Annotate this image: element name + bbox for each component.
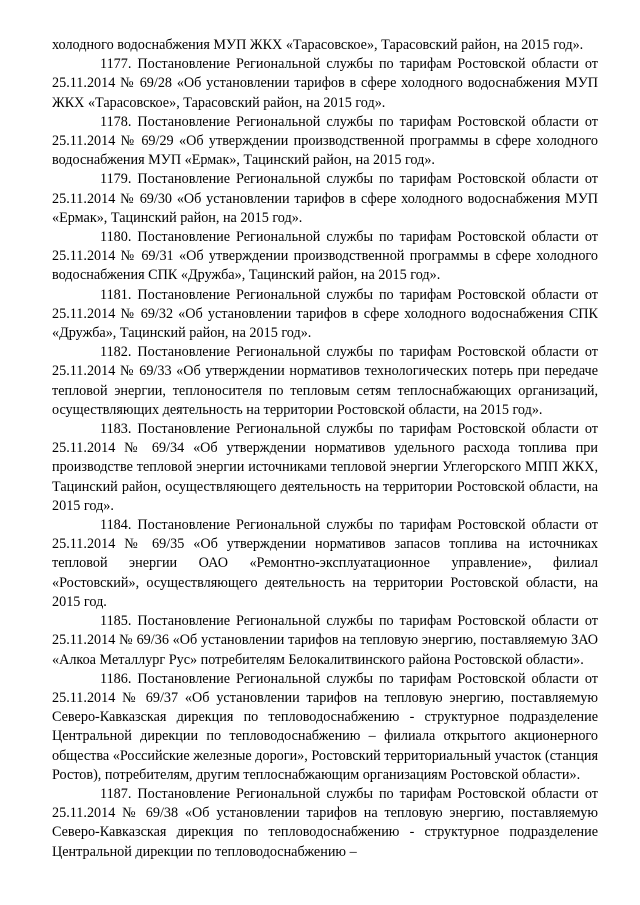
paragraph-1186: 1186. Постановление Региональной службы по тарифам Ростовской области от 25.11.2014 № 69/37 «Об установлении тарифов на тепловую энергию, поставляемую Северо-Кавказская дирекция по тепловодоснабжению - структурное подразделение Центральной дирекции по тепловодоснабжению – филиала открытого акционерного общества «Российские железные дороги», Ростовский территориальный участок (станция Ростов), потребителям, другим теплоснабжающим организациям Ростовской области». <box>52 670 598 783</box>
document-page <box>52 36 598 862</box>
paragraph-1183: 1183. Постановление Региональной службы по тарифам Ростовской области от 25.11.2014 № 69/34 «Об утверждении нормативов удельного расхода топлива при производстве тепловой энергии источниками тепловой энергии Углегорского МПП ЖКХ, Тацинский район, осуществляющего деятельность на территории Ростовской области, на 2015 год». <box>52 421 598 514</box>
paragraph-1179: 1179. Постановление Региональной службы по тарифам Ростовской области от 25.11.2014 № 69/30 «Об установлении тарифов в сфере холодного водоснабжения МУП «Ермак», Тацинский район, на 2015 год». <box>52 171 598 226</box>
paragraph-1185: 1185. Постановление Региональной службы по тарифам Ростовской области от 25.11.2014 № 69/36 «Об установлении тарифов на тепловую энергию, поставляемую ЗАО «Алкоа Металлург Рус» потребителям Белокалитвинского района Ростовской области». <box>52 613 598 668</box>
paragraph-1177: 1177. Постановление Региональной службы по тарифам Ростовской области от 25.11.2014 № 69/28 «Об установлении тарифов в сфере холодного водоснабжения МУП ЖКХ «Тарасовское», Тарасовский район, на 2015 год». <box>52 56 598 111</box>
paragraph-1184: 1184. Постановление Региональной службы по тарифам Ростовской области от 25.11.2014 № 69/35 «Об утверждении нормативов запасов топлива на источниках тепловой энергии ОАО «Ремонтно-эксплуатационное управление», филиал «Ростовский», осуществляющего деятельность на территории Ростовской области, на 2015 год. <box>52 517 598 610</box>
paragraph-1187: 1187. Постановление Региональной службы по тарифам Ростовской области от 25.11.2014 № 69/38 «Об установлении тарифов на тепловую энергию, поставляемую Северо-Кавказская дирекция по тепловодоснабжению - структурное подразделение Центральной дирекции по тепловодоснабжению – <box>52 785 598 860</box>
paragraph-continuation: холодного водоснабжения МУП ЖКХ «Тарасовское», Тарасовский район, на 2015 год». <box>52 37 584 53</box>
paragraph-1182: 1182. Постановление Региональной службы по тарифам Ростовской области от 25.11.2014 № 69/33 «Об утверждении нормативов технологических потерь при передаче тепловой энергии, теплоносителя по тепловым сетям теплоснабжающих организаций, осуществляющих деятельность на территории Ростовской области, на 2015 год». <box>52 344 598 418</box>
paragraph-1181: 1181. Постановление Региональной службы по тарифам Ростовской области от 25.11.2014 № 69/32 «Об установлении тарифов в сфере холодного водоснабжения СПК «Дружба», Тацинский район, на 2015 год». <box>52 286 598 342</box>
paragraph-1180: 1180. Постановление Региональной службы по тарифам Ростовской области от 25.11.2014 № 69/31 «Об утверждении производственной программы в сфере холодного водоснабжения СПК «Дружба», Тацинский район, на 2015 год». <box>52 229 598 284</box>
paragraph-1178: 1178. Постановление Региональной службы по тарифам Ростовской области от 25.11.2014 № 69/29 «Об утверждении производственной программы в сфере холодного водоснабжения МУП «Ермак», Тацинский район, на 2015 год». <box>52 113 598 169</box>
